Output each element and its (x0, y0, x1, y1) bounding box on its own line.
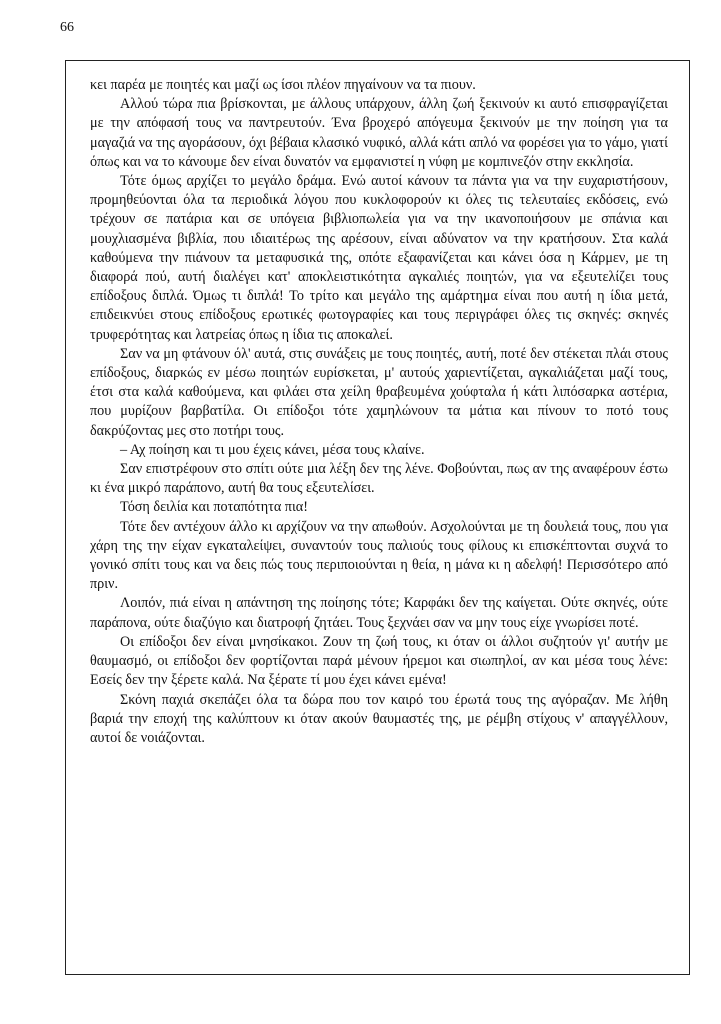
paragraph: – Αχ ποίηση και τι μου έχεις κάνει, μέσα τους κλαίνε. (120, 441, 425, 458)
paragraph: Τόση δειλία και ποταπότητα πια! (120, 499, 308, 516)
paragraph: Λοιπόν, πιά είναι η απάντηση της ποίησης τότε; Καρφάκι δεν της καίγεται. Ούτε σκηνές, ούτε παράπονα, ούτε διαζύγιο και διατροφή ζητάει. Τους ξεχνάει σαν να μην τους είχε γνωρίσει ποτέ. (90, 595, 668, 631)
paragraph: Σκόνη παχιά σκεπάζει όλα τα δώρα που τον καιρό του έρωτά τους της αγόραζαν. Με λήθη βαριά την εποχή της καλύπτουν κι όταν ακούν θαυμαστές της, με ρέμβη στίχους ν' απαγγέλλουν, αυτοί δε νοιάζονται. (90, 691, 668, 746)
paragraph: Οι επίδοξοι δεν είναι μνησίκακοι. Ζουν τη ζωή τους, κι όταν οι άλλοι συζητούν γι' αυτήν με θαυμασμό, οι επίδοξοι δεν φορτίζονται παρά μένουν ήρεμοι και σιωπηλοί, αν και μέσα τους λένε: Εσείς δεν την ξέρετε καλά. Να ξέρατε τί μου έχει κάνει εμένα! (90, 633, 668, 689)
body-text (90, 76, 668, 748)
paragraph: Αλλού τώρα πια βρίσκονται, με άλλους υπάρχουν, άλλη ζωή ξεκινούν κι αυτό επισφραγίζεται με την απόφασή τους να παντρευτούν. Ένα βροχερό απόγευμα ξεκινούν με την ποίηση για τα μαγαζιά να της αγοράσουν, όχι βέβαια κλασικό νυφικό, αλλά κάτι απλό να φορέσει για το γάμο, γιατί όπως και να το κάνουμε δεν είναι δυνατόν να εμφανιστεί η νύφη με κομπινεζόν στην εκκλησία. (90, 96, 668, 170)
paragraph: Τότε δεν αντέχουν άλλο κι αρχίζουν να την απωθούν. Ασχολούνται με τη δουλειά τους, που για χάρη της την είχαν εγκαταλείψει, συναντούν τους παλιούς τους φίλους κι επισκέπτονται συχνά το γονικό σπίτι τους και να δεις πώς τους περιποιούνται η θεία, η μάνα κι η αδελφή! Περισσότερο από πριν. (90, 518, 668, 593)
paragraph: κει παρέα με ποιητές και μαζί ως ίσοι πλέον πηγαίνουν να τα πιουν. (90, 77, 476, 93)
page-number: 66 (60, 20, 74, 35)
paragraph: Τότε όμως αρχίζει το μεγάλο δράμα. Ενώ αυτοί κάνουν τα πάντα για να την ευχαριστήσουν, προμηθεύονται όλα τα περιοδικά λόγου που κυκλοφορούν κι όλες τις τελευταίες εκδόσεις, ενώ τρέχουν σε πατάρια και σε υπόγεια βιβλιοπωλεία για να την ικανοποιήσουν με σπάνια και μουχλιασμένα βιβλία, που ιδιαιτέρως της αρέσουν, είναι αδύνατον να την κρατήσουν. Στα καλά καθούμενα την πιάνουν τα μεταφυσικά της, οπότε εξαφανίζεται και κάνει όσα η Κάρμεν, με τη διαφορά πού, αυτή διαλέγει κατ' αποκλειστικότητα αγκαλιές ποιητών, για να εξευτελίζει τους επίδοξους διπλά. Όμως τι διπλά! Το τρίτο και μεγάλο της αμάρτημα είναι που αυτή η ίδια μετά, επιδεικνύει στους επίδοξους ερωτικές φωτογραφίες και τους περιγράφει όλες τις σκηνές: σκηνές τρυφερότητας και λατρείας όπως η ίδια τις αποκαλεί. (90, 173, 668, 343)
paragraph: Σαν επιστρέφουν στο σπίτι ούτε μια λέξη δεν της λένε. Φοβούνται, πως αν της αναφέρουν έστω κι ένα μικρό παράπονο, αυτή θα τους εξευτελίσει. (90, 461, 668, 497)
paragraph: Σαν να μη φτάνουν όλ' αυτά, στις συνάξεις με τους ποιητές, αυτή, ποτέ δεν στέκεται πλάι στους επίδοξους, διαρκώς εν μέσω ποιητών ευρίσκεται, μ' αυτούς χαριεντίζεται, αγκαλιάζεται μαζί τους, έτσι στα καλά καθούμενα, και φιλάει στα χείλη θραβευμένα χούφταλα ή κάτι λιπόσαρκα αστέρια, που μυρίζουν βαρβατίλα. Οι επίδοξοι τότε χαμηλώνουν τα μάτια και πίνουν το ποτό τους δακρύζοντας μες στο ποτήρι τους. (90, 345, 668, 439)
